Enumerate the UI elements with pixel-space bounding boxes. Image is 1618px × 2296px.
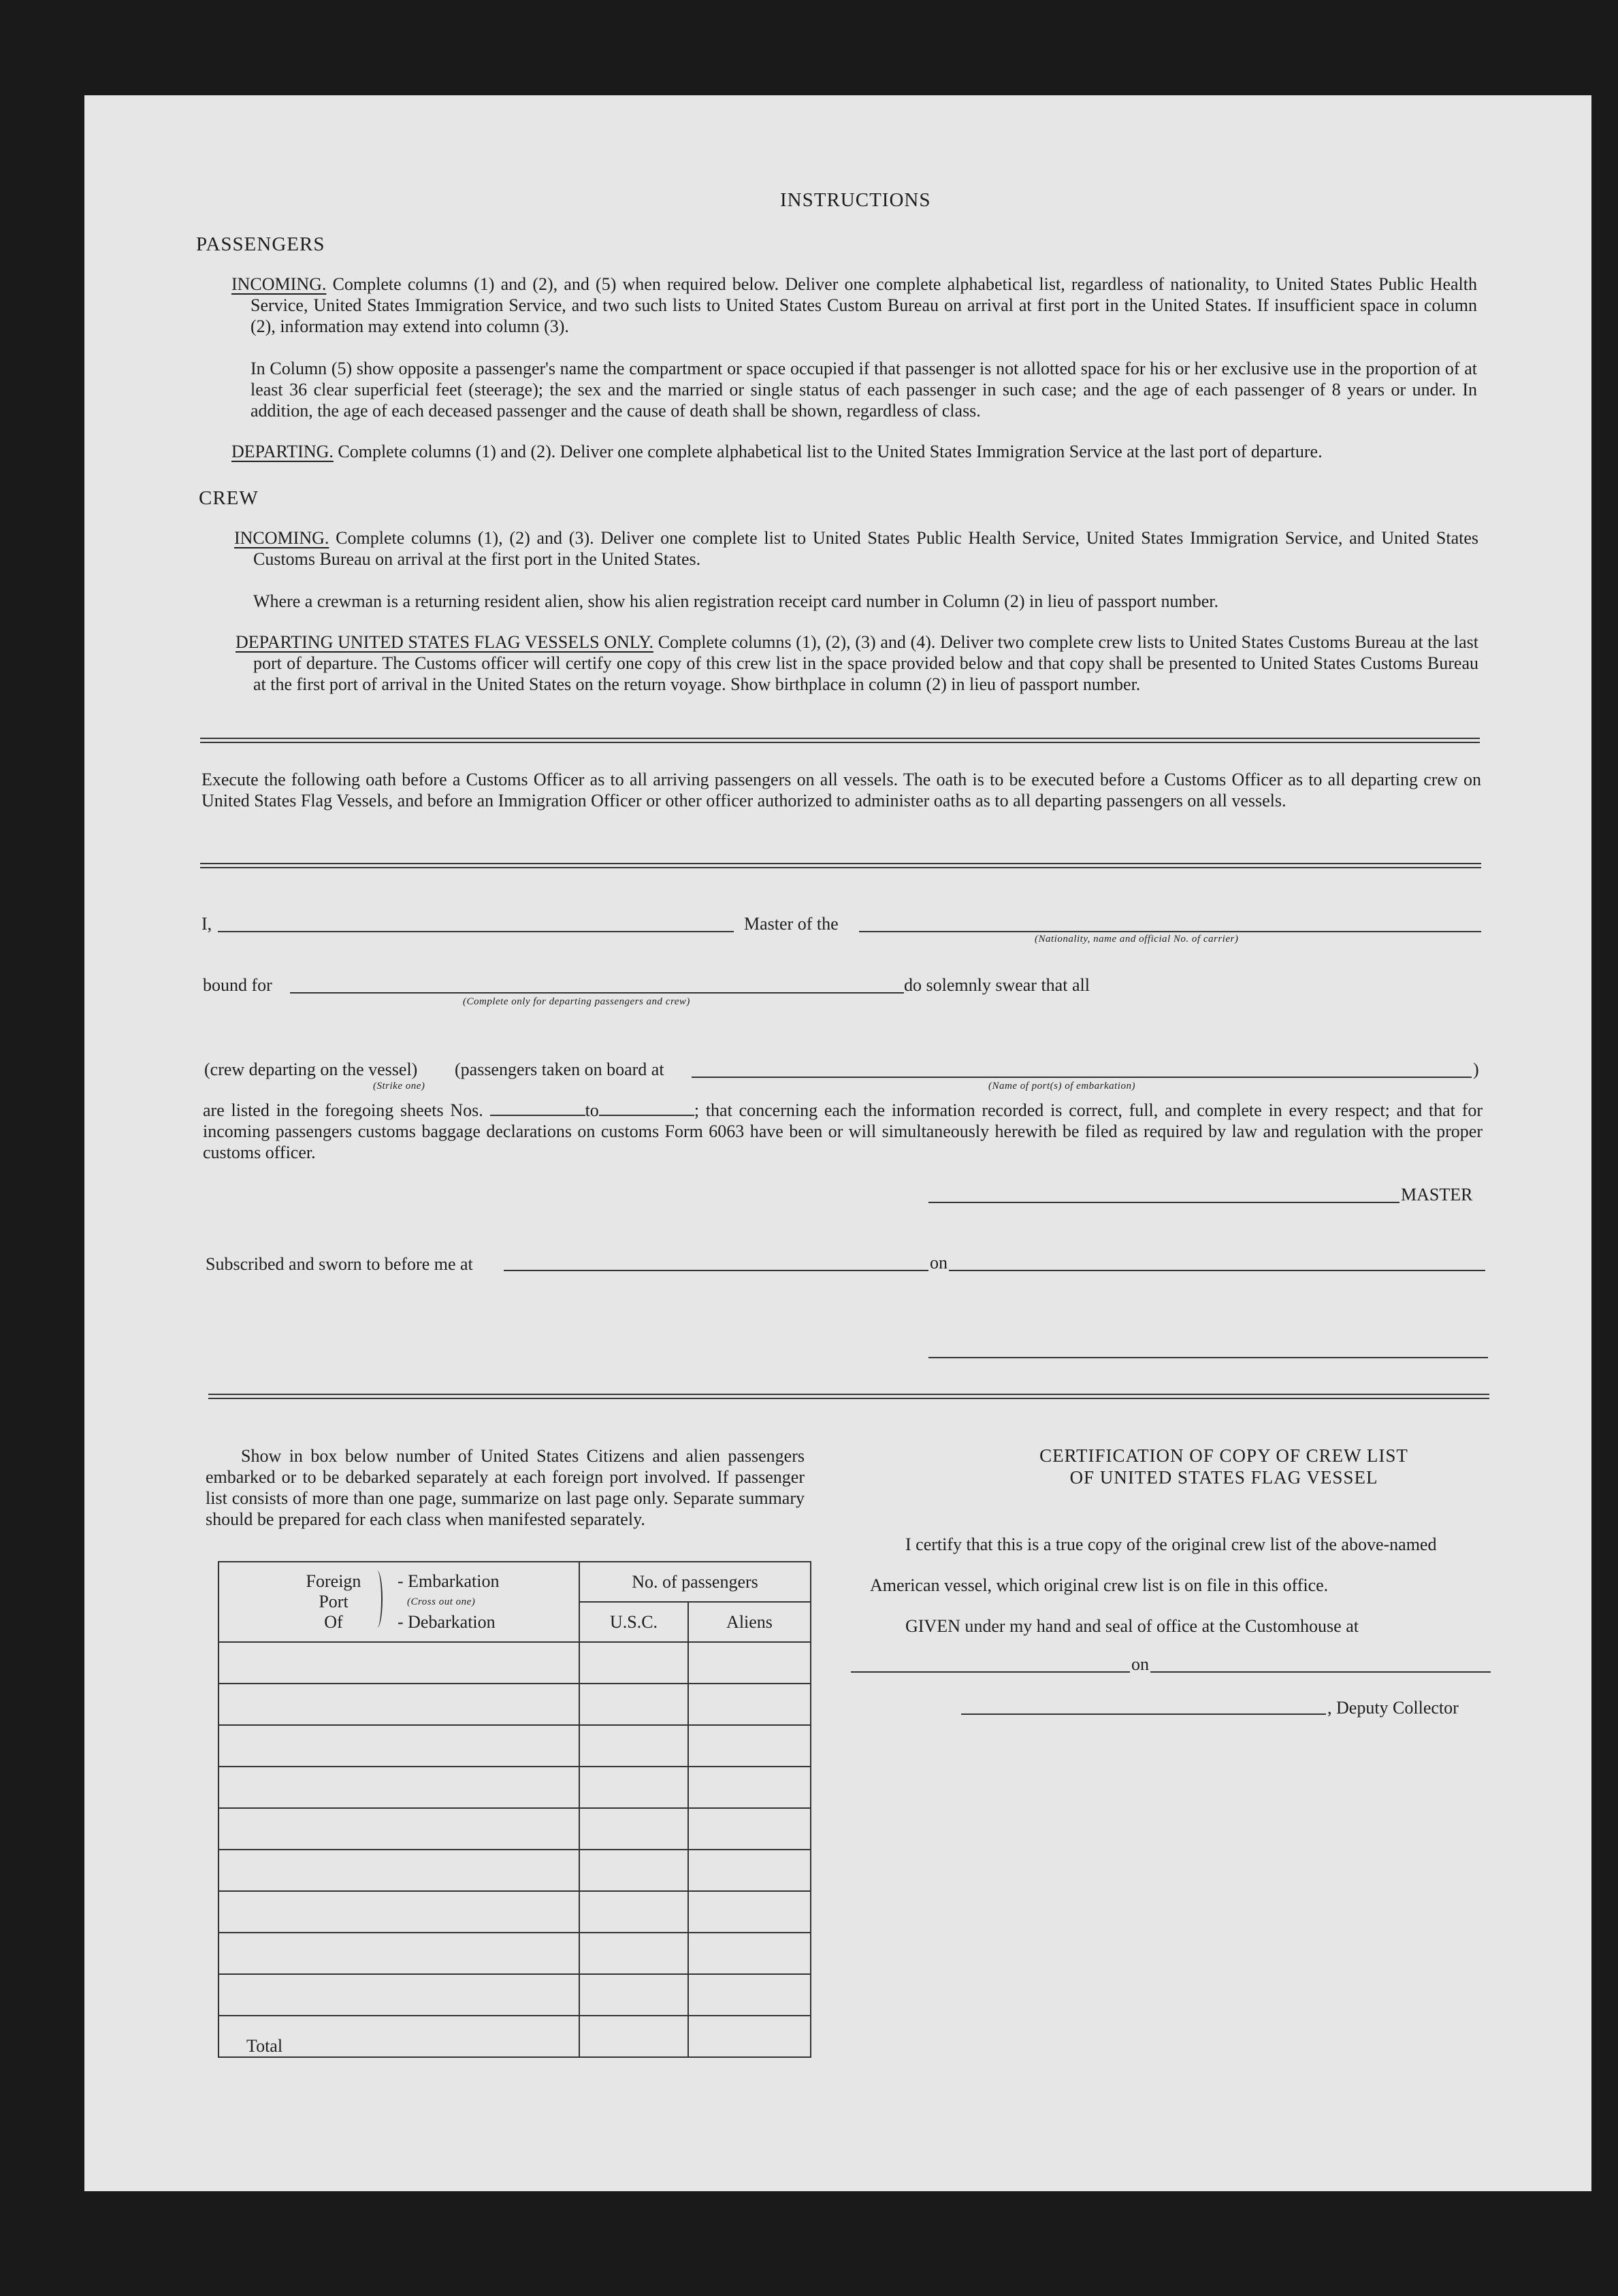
section-divider — [208, 1394, 1489, 1399]
sworn-date-field[interactable] — [949, 1270, 1485, 1271]
listed-rest: ; that concerning each the information recorded is correct, full, and complete in every respect; and that for incoming passengers customs baggage declarations on customs Form 6063 have been or will simultaneously herewith be filed as required by law and regulation with the proper customs officer. — [203, 1100, 1483, 1162]
usc-cell[interactable] — [579, 1642, 688, 1684]
swear-text: do solemnly swear that all — [904, 975, 1090, 995]
aliens-header: Aliens — [688, 1602, 811, 1642]
usc-cell[interactable] — [579, 1974, 688, 2016]
usc-total-cell[interactable] — [579, 2016, 688, 2057]
aliens-total-cell[interactable] — [688, 2016, 811, 2057]
sheet-from-field[interactable] — [490, 1101, 585, 1116]
strike-one-caption: (Strike one) — [373, 1081, 425, 1092]
of-label: Of — [324, 1612, 343, 1632]
deputy-collector-label: , Deputy Collector — [1327, 1698, 1459, 1718]
crew-incoming-text: Complete columns (1), (2) and (3). Deliver one complete list to United States Public Health Service, United States Immigration Service, and United States Customs Bureau on arrival at the first port in the United States. — [253, 528, 1479, 569]
passengers-incoming-label: INCOMING. — [231, 274, 327, 294]
crew-departing-paragraph — [236, 632, 1479, 695]
port-header-cell — [219, 1562, 579, 1642]
table-row — [219, 1808, 811, 1850]
aliens-cell[interactable] — [688, 1725, 811, 1767]
oath-declaration — [203, 1100, 1483, 1163]
aliens-cell[interactable] — [688, 1808, 811, 1850]
port-cell[interactable] — [219, 1808, 579, 1850]
aliens-cell[interactable] — [688, 1642, 811, 1684]
subscribed-label: Subscribed and sworn to before me at — [206, 1254, 473, 1274]
table-row — [219, 1974, 811, 2016]
usc-cell[interactable] — [579, 1684, 688, 1725]
oath-intro: Execute the following oath before a Customs Officer as to all arriving passengers on all vessels. The oath is to be executed before a Customs Officer as to all departing crew on United States Flag Vessels, and before an Immigration Officer or other officer authorized to administer oaths as to all departing passengers on all vessels. — [201, 770, 1481, 810]
certification-line-2: American vessel, which original crew list is on file in this office. — [870, 1575, 1329, 1595]
table-row — [219, 1933, 811, 1974]
table-row — [219, 1684, 811, 1725]
carrier-field[interactable] — [859, 931, 1481, 932]
sworn-on-label: on — [930, 1253, 948, 1273]
embarkation-ports-field[interactable] — [692, 1077, 1472, 1078]
passengers-departing-label: DEPARTING. — [231, 442, 334, 461]
master-signature-field[interactable] — [928, 1202, 1399, 1203]
certification-heading-1: CERTIFICATION OF COPY OF CREW LIST — [1039, 1445, 1408, 1466]
aliens-cell[interactable] — [688, 1891, 811, 1933]
total-row — [219, 2016, 811, 2057]
section-divider — [200, 863, 1481, 868]
usc-cell[interactable] — [579, 1808, 688, 1850]
certification-line-3: GIVEN under my hand and seal of office at the Customhouse at — [905, 1616, 1359, 1636]
aliens-cell[interactable] — [688, 1933, 811, 1974]
passengers-incoming-text: Complete columns (1) and (2), and (5) when required below. Deliver one complete alphabetical list, regardless of nationality, to United States Public Health Service, United States Immigration Service, and two such lists to United States Custom Bureau on arrival at first port in the United States. If insufficient space in column (2), information may extend into column (3). — [250, 274, 1478, 336]
certification-heading-2: OF UNITED STATES FLAG VESSEL — [1069, 1467, 1378, 1488]
port-cell[interactable] — [219, 1684, 579, 1725]
table-row — [219, 1642, 811, 1684]
port-cell[interactable] — [219, 1642, 579, 1684]
summary-intro: Show in box below number of United States Citizens and alien passengers embarked or to be debarked separately at each foreign port involved. If passenger list consists of more than one page, summarize on last page only. Separate summary should be prepared for each class when manifested separately. — [206, 1446, 805, 1529]
master-name-field[interactable] — [218, 931, 734, 932]
deputy-signature-field[interactable] — [961, 1713, 1326, 1715]
passengers-heading: PASSENGERS — [196, 233, 325, 255]
master-of-label: Master of the — [744, 914, 839, 934]
total-label: Total — [219, 2016, 579, 2057]
table-row — [219, 1725, 811, 1767]
certification-on-label: on — [1131, 1654, 1149, 1674]
passengers-column5-paragraph: In Column (5) show opposite a passenger's name the compartment or space occupied if that passenger is not allotted space for his or her exclusive use in the proportion of at least 36 clear superficial feet (steerage); the sex and the married or single status of each passenger in such case; and the age of each passenger of 8 years or under. In addition, the age of each deceased passenger and the cause of death shall be shown, regardless of class. — [250, 359, 1477, 421]
usc-cell[interactable] — [579, 1933, 688, 1974]
debarkation-label: - Debarkation — [398, 1612, 496, 1632]
crew-resident-paragraph: Where a crewman is a returning resident alien, show his alien registration receipt card number in Column (2) in lieu of passport number. — [253, 591, 1219, 611]
listed-to: to — [585, 1100, 599, 1120]
instructions-title: INSTRUCTIONS — [780, 189, 931, 211]
crew-heading: CREW — [199, 487, 259, 509]
table-row — [219, 1767, 811, 1808]
port-cell[interactable] — [219, 1725, 579, 1767]
port-cell[interactable] — [219, 1891, 579, 1933]
cross-out-caption: (Cross out one) — [407, 1596, 476, 1607]
passengers-taken-option: (passengers taken on board at — [455, 1060, 664, 1079]
sheet-to-field[interactable] — [599, 1101, 694, 1116]
officer-signature-field[interactable] — [928, 1357, 1488, 1358]
usc-cell[interactable] — [579, 1767, 688, 1808]
embarkation-label: - Embarkation — [398, 1571, 500, 1591]
nationality-caption: (Nationality, name and official No. of carrier) — [1035, 934, 1239, 945]
master-label: MASTER — [1401, 1185, 1473, 1204]
passengers-departing-paragraph — [231, 441, 1477, 462]
crew-incoming-label: INCOMING. — [234, 528, 329, 548]
usc-cell[interactable] — [579, 1891, 688, 1933]
port-cell[interactable] — [219, 1850, 579, 1891]
aliens-cell[interactable] — [688, 1767, 811, 1808]
foreign-label: Foreign — [306, 1571, 361, 1591]
crew-departing-label: DEPARTING UNITED STATES FLAG VESSELS ONLY. — [236, 632, 653, 652]
usc-cell[interactable] — [579, 1850, 688, 1891]
brace-icon — [372, 1571, 383, 1628]
bound-for-label: bound for — [203, 975, 272, 995]
passengers-departing-text: Complete columns (1) and (2). Deliver one complete alphabetical list to the United States Immigration Service at the last port of departure. — [338, 442, 1323, 461]
departing-caption: (Complete only for departing passengers and crew) — [463, 996, 690, 1007]
port-cell[interactable] — [219, 1767, 579, 1808]
crew-departing-option: (crew departing on the vessel) — [204, 1060, 418, 1079]
port-cell[interactable] — [219, 1974, 579, 2016]
listed-prefix: are listed in the foregoing sheets Nos. — [203, 1100, 483, 1120]
certification-line-1: I certify that this is a true copy of the original crew list of the above-named — [905, 1535, 1437, 1554]
port-label: Port — [319, 1592, 349, 1611]
usc-header: U.S.C. — [579, 1602, 688, 1642]
bound-for-field[interactable] — [290, 992, 904, 994]
ports-caption: (Name of port(s) of embarkation) — [988, 1081, 1135, 1092]
port-cell[interactable] — [219, 1933, 579, 1974]
aliens-cell[interactable] — [688, 1974, 811, 2016]
section-divider — [200, 738, 1480, 743]
sworn-place-field[interactable] — [504, 1270, 928, 1271]
passenger-summary-table — [218, 1561, 811, 2058]
table-row — [219, 1891, 811, 1933]
crew-incoming-paragraph — [234, 527, 1479, 570]
certification-date-field[interactable] — [1150, 1671, 1491, 1673]
oath-i-label: I, — [201, 914, 212, 934]
passengers-incoming-paragraph — [231, 274, 1478, 337]
aliens-cell[interactable] — [688, 1684, 811, 1725]
usc-cell[interactable] — [579, 1725, 688, 1767]
crew-departing-text: Complete columns (1), (2), (3) and (4). Deliver two complete crew lists to United States Customs Bureau at the last port of departure. The Customs officer will certify one copy of this crew list in the space provided below and that copy shall be presented to United States Customs Bureau at the first port of arrival in the United States on the return voyage. Show birthplace in column (2) in lieu of passport number. — [253, 632, 1479, 694]
close-paren: ) — [1473, 1060, 1479, 1079]
no-passengers-header: No. of passengers — [579, 1562, 811, 1602]
aliens-cell[interactable] — [688, 1850, 811, 1891]
table-row — [219, 1850, 811, 1891]
customhouse-field[interactable] — [851, 1671, 1130, 1673]
